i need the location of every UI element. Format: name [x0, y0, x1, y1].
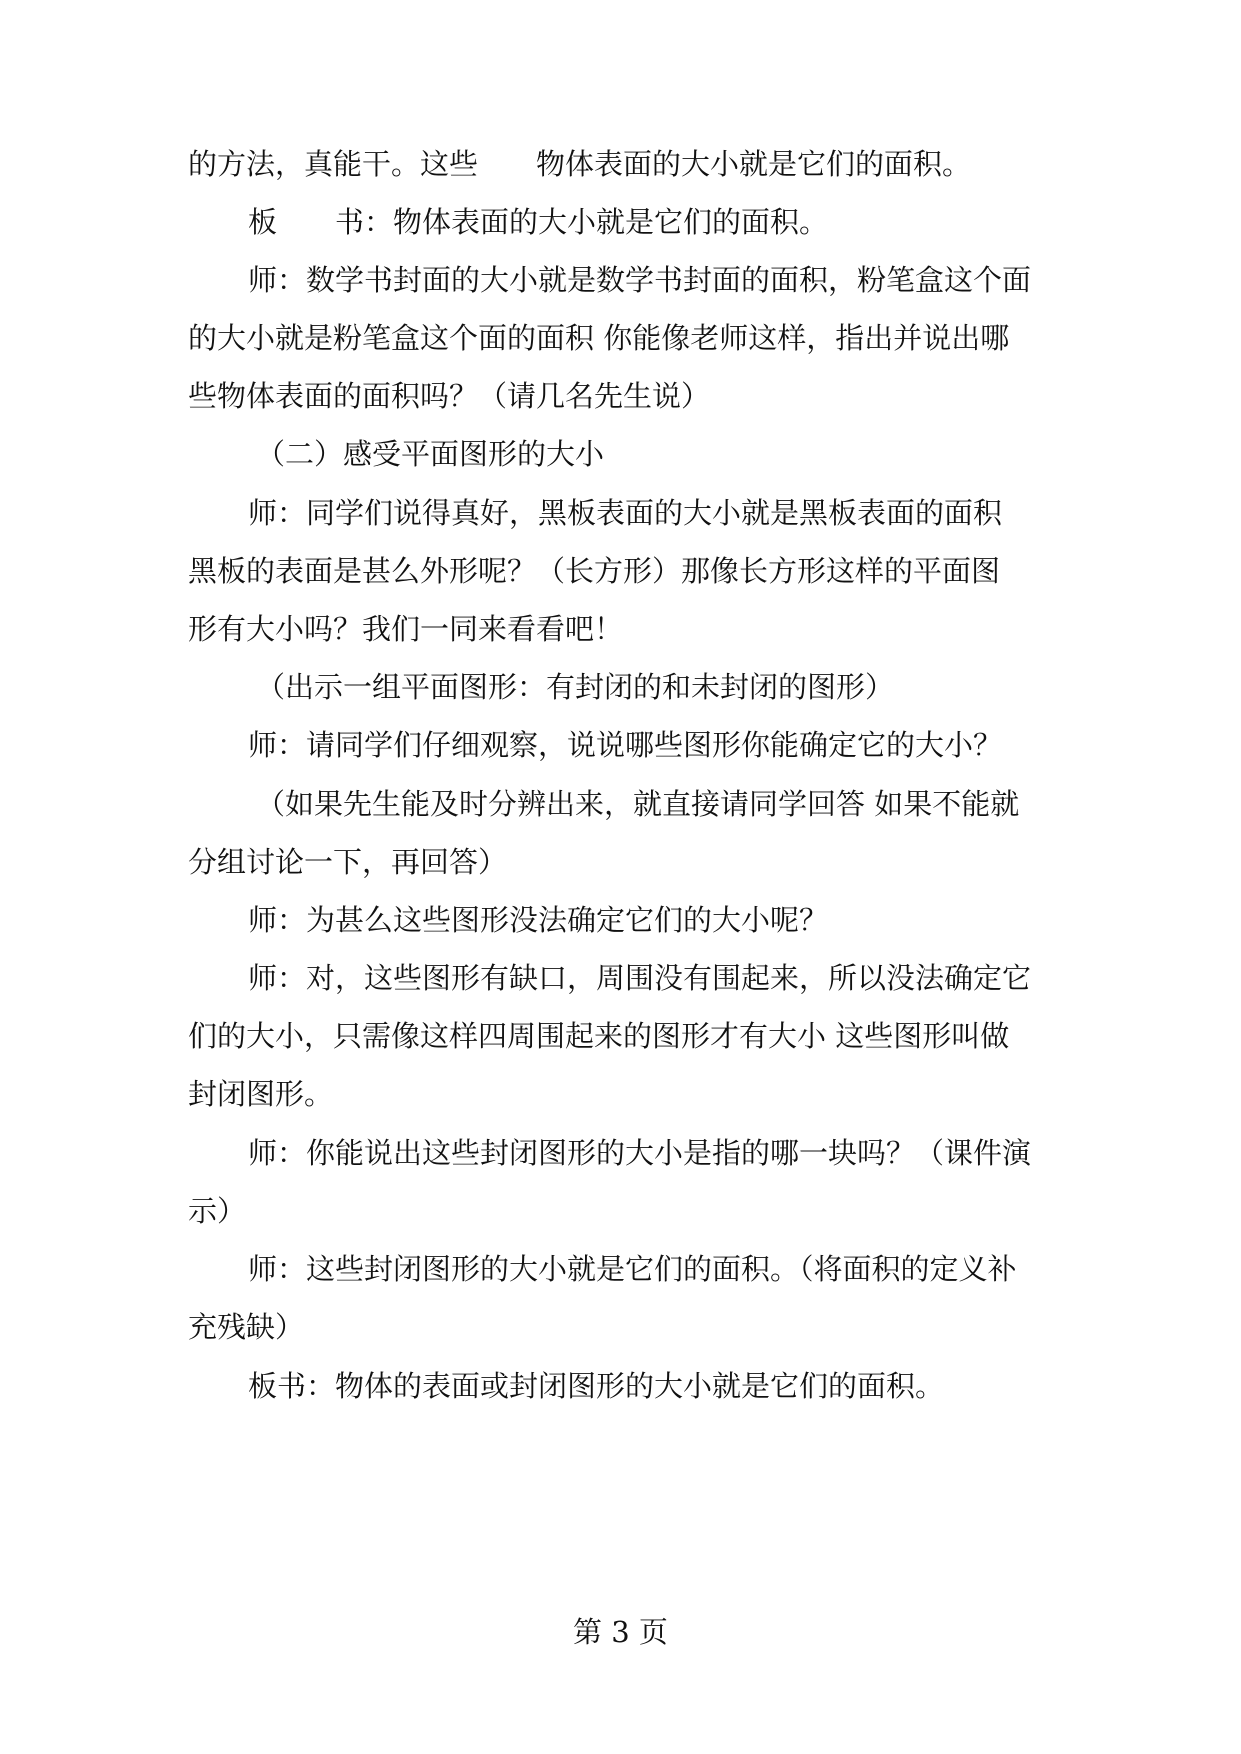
- section-heading: （二）感受平面图形的大小: [256, 437, 605, 471]
- text-line: 板 书：物体表面的大小就是它们的面积。: [248, 205, 829, 239]
- text-line: 师：同学们说得真好，黑板表面的大小就是黑板表面的面积: [248, 496, 1003, 530]
- text-line: 师：这些封闭图形的大小就是它们的面积。（将面积的定义补: [248, 1252, 1017, 1286]
- text-line: 师：你能说出这些封闭图形的大小是指的哪一块吗？（课件演: [248, 1136, 1032, 1170]
- text-line: 板书：物体的表面或封闭图形的大小就是它们的面积。: [248, 1369, 945, 1403]
- text-line: 充残缺）: [188, 1310, 305, 1344]
- text-line: 的方法，真能干。这些 物体表面的大小就是它们的面积。: [188, 147, 972, 181]
- page-number: 第 3 页: [573, 1615, 668, 1649]
- text-line: 示）: [188, 1194, 247, 1228]
- text-line: 封闭图形。: [188, 1077, 334, 1111]
- text-line: 分组讨论一下，再回答）: [188, 845, 508, 879]
- text-line: （出示一组平面图形：有封闭的和未封闭的图形）: [256, 670, 895, 704]
- text-line: 们的大小，只需像这样四周围起来的图形才有大小 这些图形叫做: [188, 1019, 1010, 1053]
- text-line: 的大小就是粉笔盒这个面的面积 你能像老师这样，指出并说出哪: [188, 321, 1010, 355]
- text-line: 黑板的表面是甚么外形呢？（长方形）那像长方形这样的平面图: [188, 554, 1001, 588]
- text-line: 师：对，这些图形有缺口，周围没有围起来，所以没法确定它: [248, 961, 1032, 995]
- text-line: 师：为甚么这些图形没法确定它们的大小呢？: [248, 903, 829, 937]
- text-line: 形有大小吗？我们一同来看看吧！: [188, 612, 624, 646]
- text-line: 师：请同学们仔细观察，说说哪些图形你能确定它的大小？: [248, 728, 1003, 762]
- text-line: （如果先生能及时分辨出来，就直接请同学回答 如果不能就: [256, 787, 1020, 821]
- text-line: 师：数学书封面的大小就是数学书封面的面积，粉笔盒这个面: [248, 263, 1032, 297]
- text-line: 些物体表面的面积吗？（请几名先生说）: [188, 379, 711, 413]
